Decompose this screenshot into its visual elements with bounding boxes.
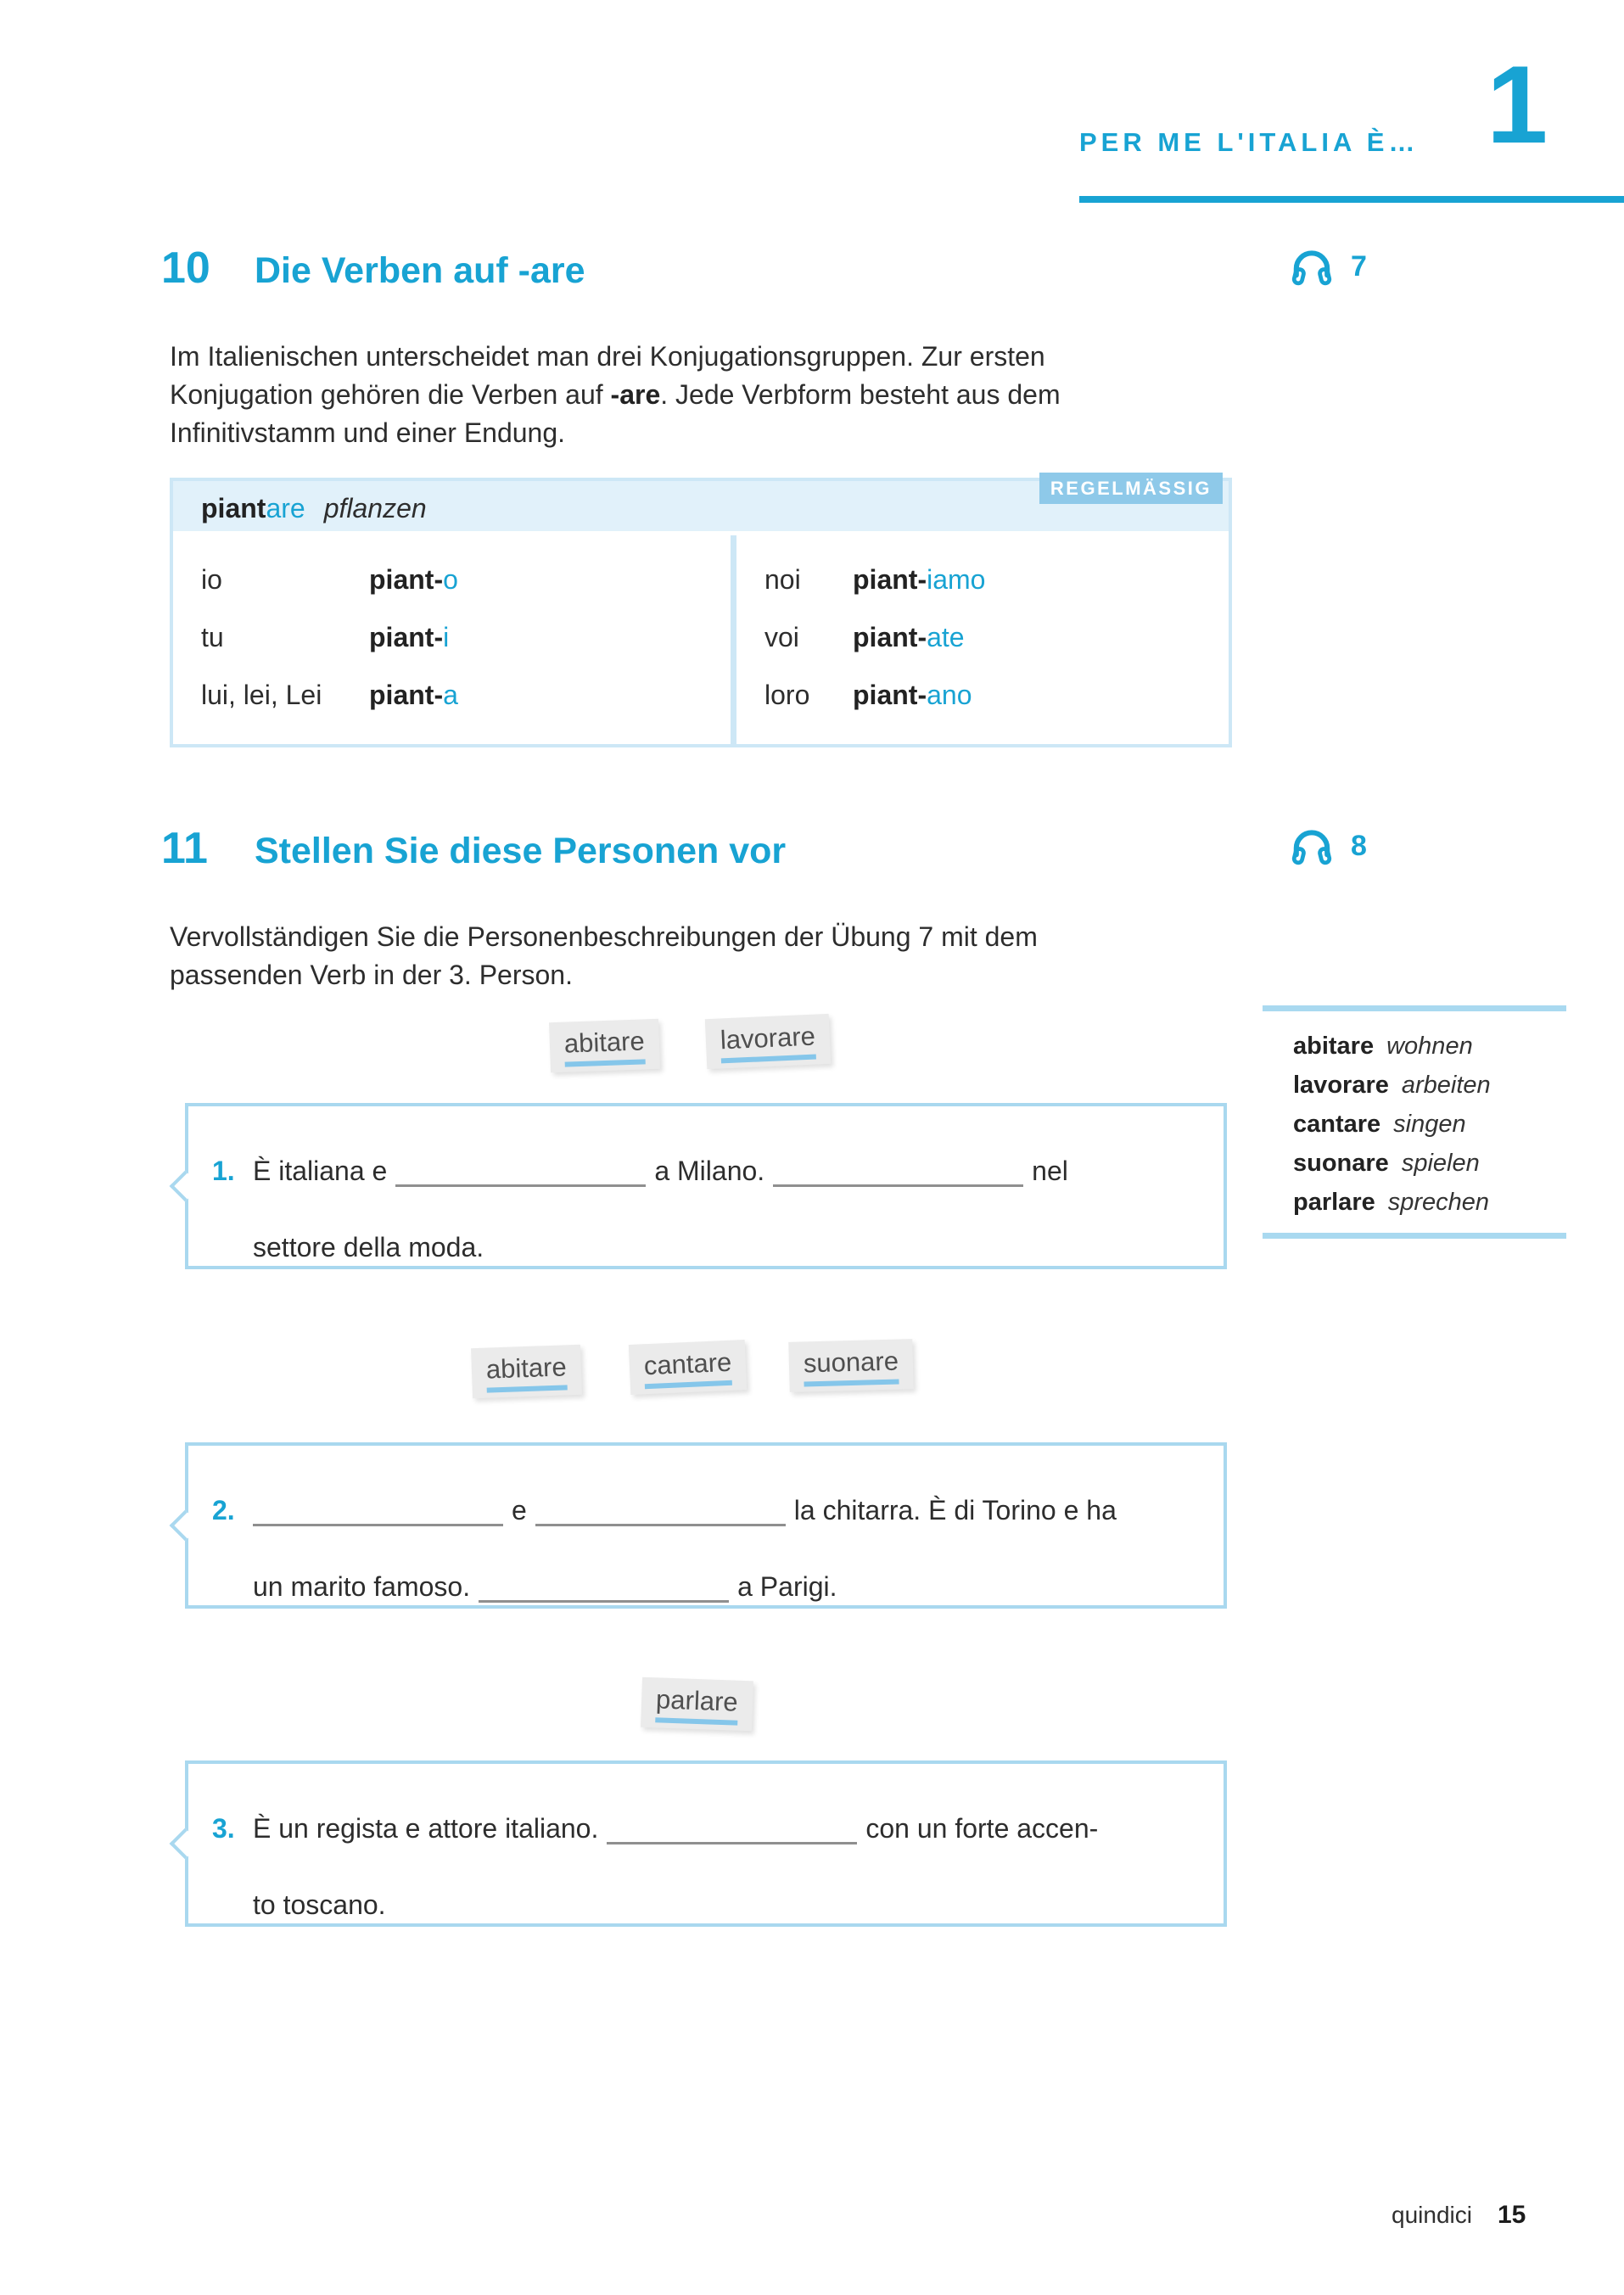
pronoun: noi xyxy=(764,563,801,595)
word-tag-abitare xyxy=(549,1019,660,1072)
vocab-german: singen xyxy=(1393,1111,1466,1138)
exercise-line xyxy=(253,1889,386,1921)
exercise-text: È un regista e attore italiano. xyxy=(253,1813,599,1844)
exercise-text: la chitarra. È di Torino e ha xyxy=(793,1495,1117,1525)
table-right-column xyxy=(736,535,1229,744)
conjugation-table xyxy=(170,478,1232,747)
exercise-text: con un forte accen- xyxy=(865,1813,1099,1844)
intro-line: . Jede Verbform besteht aus dem xyxy=(660,379,1061,410)
verb-form: piant-ano xyxy=(853,679,972,710)
headphones-icon xyxy=(1290,244,1334,288)
section11-audio xyxy=(1290,824,1367,868)
exercise-line xyxy=(253,1571,837,1603)
vocab-entry xyxy=(1293,1144,1566,1183)
intro-line: Im Italienischen unterscheidet man drei Konjugationsgruppen. Zur ersten xyxy=(170,341,1045,372)
page-footer xyxy=(1392,2201,1526,2230)
answer-blank xyxy=(253,1497,503,1526)
table-body xyxy=(173,535,1229,744)
table-row xyxy=(201,608,731,666)
word-tag-lavorare xyxy=(705,1014,831,1069)
section10-number: 10 xyxy=(161,243,210,293)
vocab-german: sprechen xyxy=(1387,1189,1490,1216)
exercise-text: e xyxy=(512,1495,527,1525)
vocab-italian: parlare xyxy=(1293,1189,1375,1216)
chapter-number: 1 xyxy=(1487,42,1548,166)
speech-notch xyxy=(170,1828,201,1860)
vocab-entry xyxy=(1293,1066,1566,1105)
vocab-entry xyxy=(1293,1027,1566,1066)
intro-line: Vervollständigen Sie die Personenbeschreibungen der Übung 7 mit dem xyxy=(170,921,1038,952)
vocab-german: arbeiten xyxy=(1401,1072,1491,1099)
headphones-icon xyxy=(1290,824,1334,868)
verb-form: piant-o xyxy=(369,563,458,595)
answer-blank xyxy=(535,1497,786,1526)
table-row xyxy=(201,666,731,724)
audio-track-number: 8 xyxy=(1351,829,1367,862)
verb-form: piant-a xyxy=(369,679,458,710)
exercise-text: a Parigi. xyxy=(737,1571,837,1602)
tag-underline xyxy=(645,1380,733,1390)
intro-line: Infinitivstamm und einer Endung. xyxy=(170,417,566,448)
exercise-line xyxy=(253,1813,1098,1844)
exercise-number: 1. xyxy=(212,1156,235,1186)
exercise-text: a Milano. xyxy=(654,1156,765,1186)
table-left-column xyxy=(173,535,736,744)
word-tag-label: lavorare xyxy=(720,1021,816,1055)
word-tag-label: abitare xyxy=(485,1352,568,1385)
section11-heading xyxy=(161,824,787,873)
section10-heading xyxy=(161,243,585,293)
pronoun: tu xyxy=(201,621,224,652)
word-tag-suonare xyxy=(788,1339,914,1392)
intro-line: Konjugation gehören die Verben auf xyxy=(170,379,611,410)
speech-notch xyxy=(170,1171,201,1202)
verb-form: piant-i xyxy=(369,621,450,652)
exercise-number: 2. xyxy=(212,1495,235,1525)
vocab-german: wohnen xyxy=(1386,1033,1473,1060)
vocab-italian: lavorare xyxy=(1293,1072,1389,1099)
tag-underline xyxy=(565,1059,646,1066)
exercise-text: È italiana e xyxy=(253,1156,388,1186)
chapter-kicker: PER ME L'ITALIA È… xyxy=(1079,127,1420,157)
tag-underline xyxy=(655,1717,737,1725)
intro-bold-term: -are xyxy=(610,379,661,410)
verb-form: piant-iamo xyxy=(853,563,986,595)
exercise-2-box xyxy=(185,1442,1227,1609)
word-tag-label: abitare xyxy=(563,1026,646,1059)
vocab-italian: abitare xyxy=(1293,1033,1375,1060)
header-rule xyxy=(1079,196,1624,203)
vocab-entry xyxy=(1293,1183,1566,1222)
word-tag-abitare xyxy=(471,1345,582,1398)
verb-ending: are xyxy=(266,493,305,523)
word-tag-label: suonare xyxy=(803,1346,899,1379)
verb-form: piant-ate xyxy=(853,621,965,652)
answer-blank xyxy=(479,1574,729,1603)
verb-translation: pflanzen xyxy=(323,493,427,523)
exercise-text: settore della moda. xyxy=(253,1232,484,1262)
section11-number: 11 xyxy=(161,824,208,873)
section11-intro xyxy=(170,918,1038,994)
word-tag-cantare xyxy=(629,1340,748,1395)
exercise-line xyxy=(253,1156,1068,1187)
section10-title: Die Verben auf -are xyxy=(255,250,585,291)
word-tag-parlare xyxy=(641,1677,753,1732)
audio-track-number: 7 xyxy=(1351,249,1367,283)
word-tag-label: parlare xyxy=(655,1684,739,1717)
answer-blank xyxy=(773,1158,1023,1187)
exercise-text: nel xyxy=(1032,1156,1068,1186)
tag-underline xyxy=(721,1055,816,1064)
tag-underline xyxy=(487,1385,568,1392)
pronoun: loro xyxy=(764,679,810,710)
answer-blank xyxy=(395,1158,646,1187)
exercise-line xyxy=(253,1232,484,1263)
page-number-word: quindici xyxy=(1392,2202,1472,2228)
exercise-number: 3. xyxy=(212,1813,235,1844)
answer-blank xyxy=(607,1816,857,1844)
vocab-entry xyxy=(1293,1105,1566,1144)
intro-line: passenden Verb in der 3. Person. xyxy=(170,960,573,990)
page-number: 15 xyxy=(1497,2201,1526,2229)
exercise-3-box xyxy=(185,1760,1227,1927)
tag-underline xyxy=(804,1380,899,1387)
table-row xyxy=(201,551,731,608)
table-row xyxy=(764,608,1229,666)
pronoun: voi xyxy=(764,621,799,652)
table-row xyxy=(764,551,1229,608)
regular-badge: REGELMÄSSIG xyxy=(1039,473,1223,504)
word-tag-label: cantare xyxy=(643,1346,732,1381)
section10-audio xyxy=(1290,244,1367,288)
pronoun: io xyxy=(201,563,222,595)
vocab-german: spielen xyxy=(1401,1150,1480,1177)
vocab-italian: cantare xyxy=(1293,1111,1381,1138)
exercise-text: to toscano. xyxy=(253,1889,386,1920)
table-row xyxy=(764,666,1229,724)
section11-title: Stellen Sie diese Personen vor xyxy=(255,831,787,871)
speech-notch xyxy=(170,1510,201,1542)
exercise-1-box xyxy=(185,1103,1227,1269)
exercise-text: un marito famoso. xyxy=(253,1571,471,1602)
vocab-italian: suonare xyxy=(1293,1150,1389,1177)
exercise-line xyxy=(253,1495,1117,1526)
verb-stem: piant xyxy=(201,493,266,523)
pronoun: lui, lei, Lei xyxy=(201,679,322,710)
vocabulary-box xyxy=(1263,1005,1566,1239)
section10-intro xyxy=(170,338,1061,452)
